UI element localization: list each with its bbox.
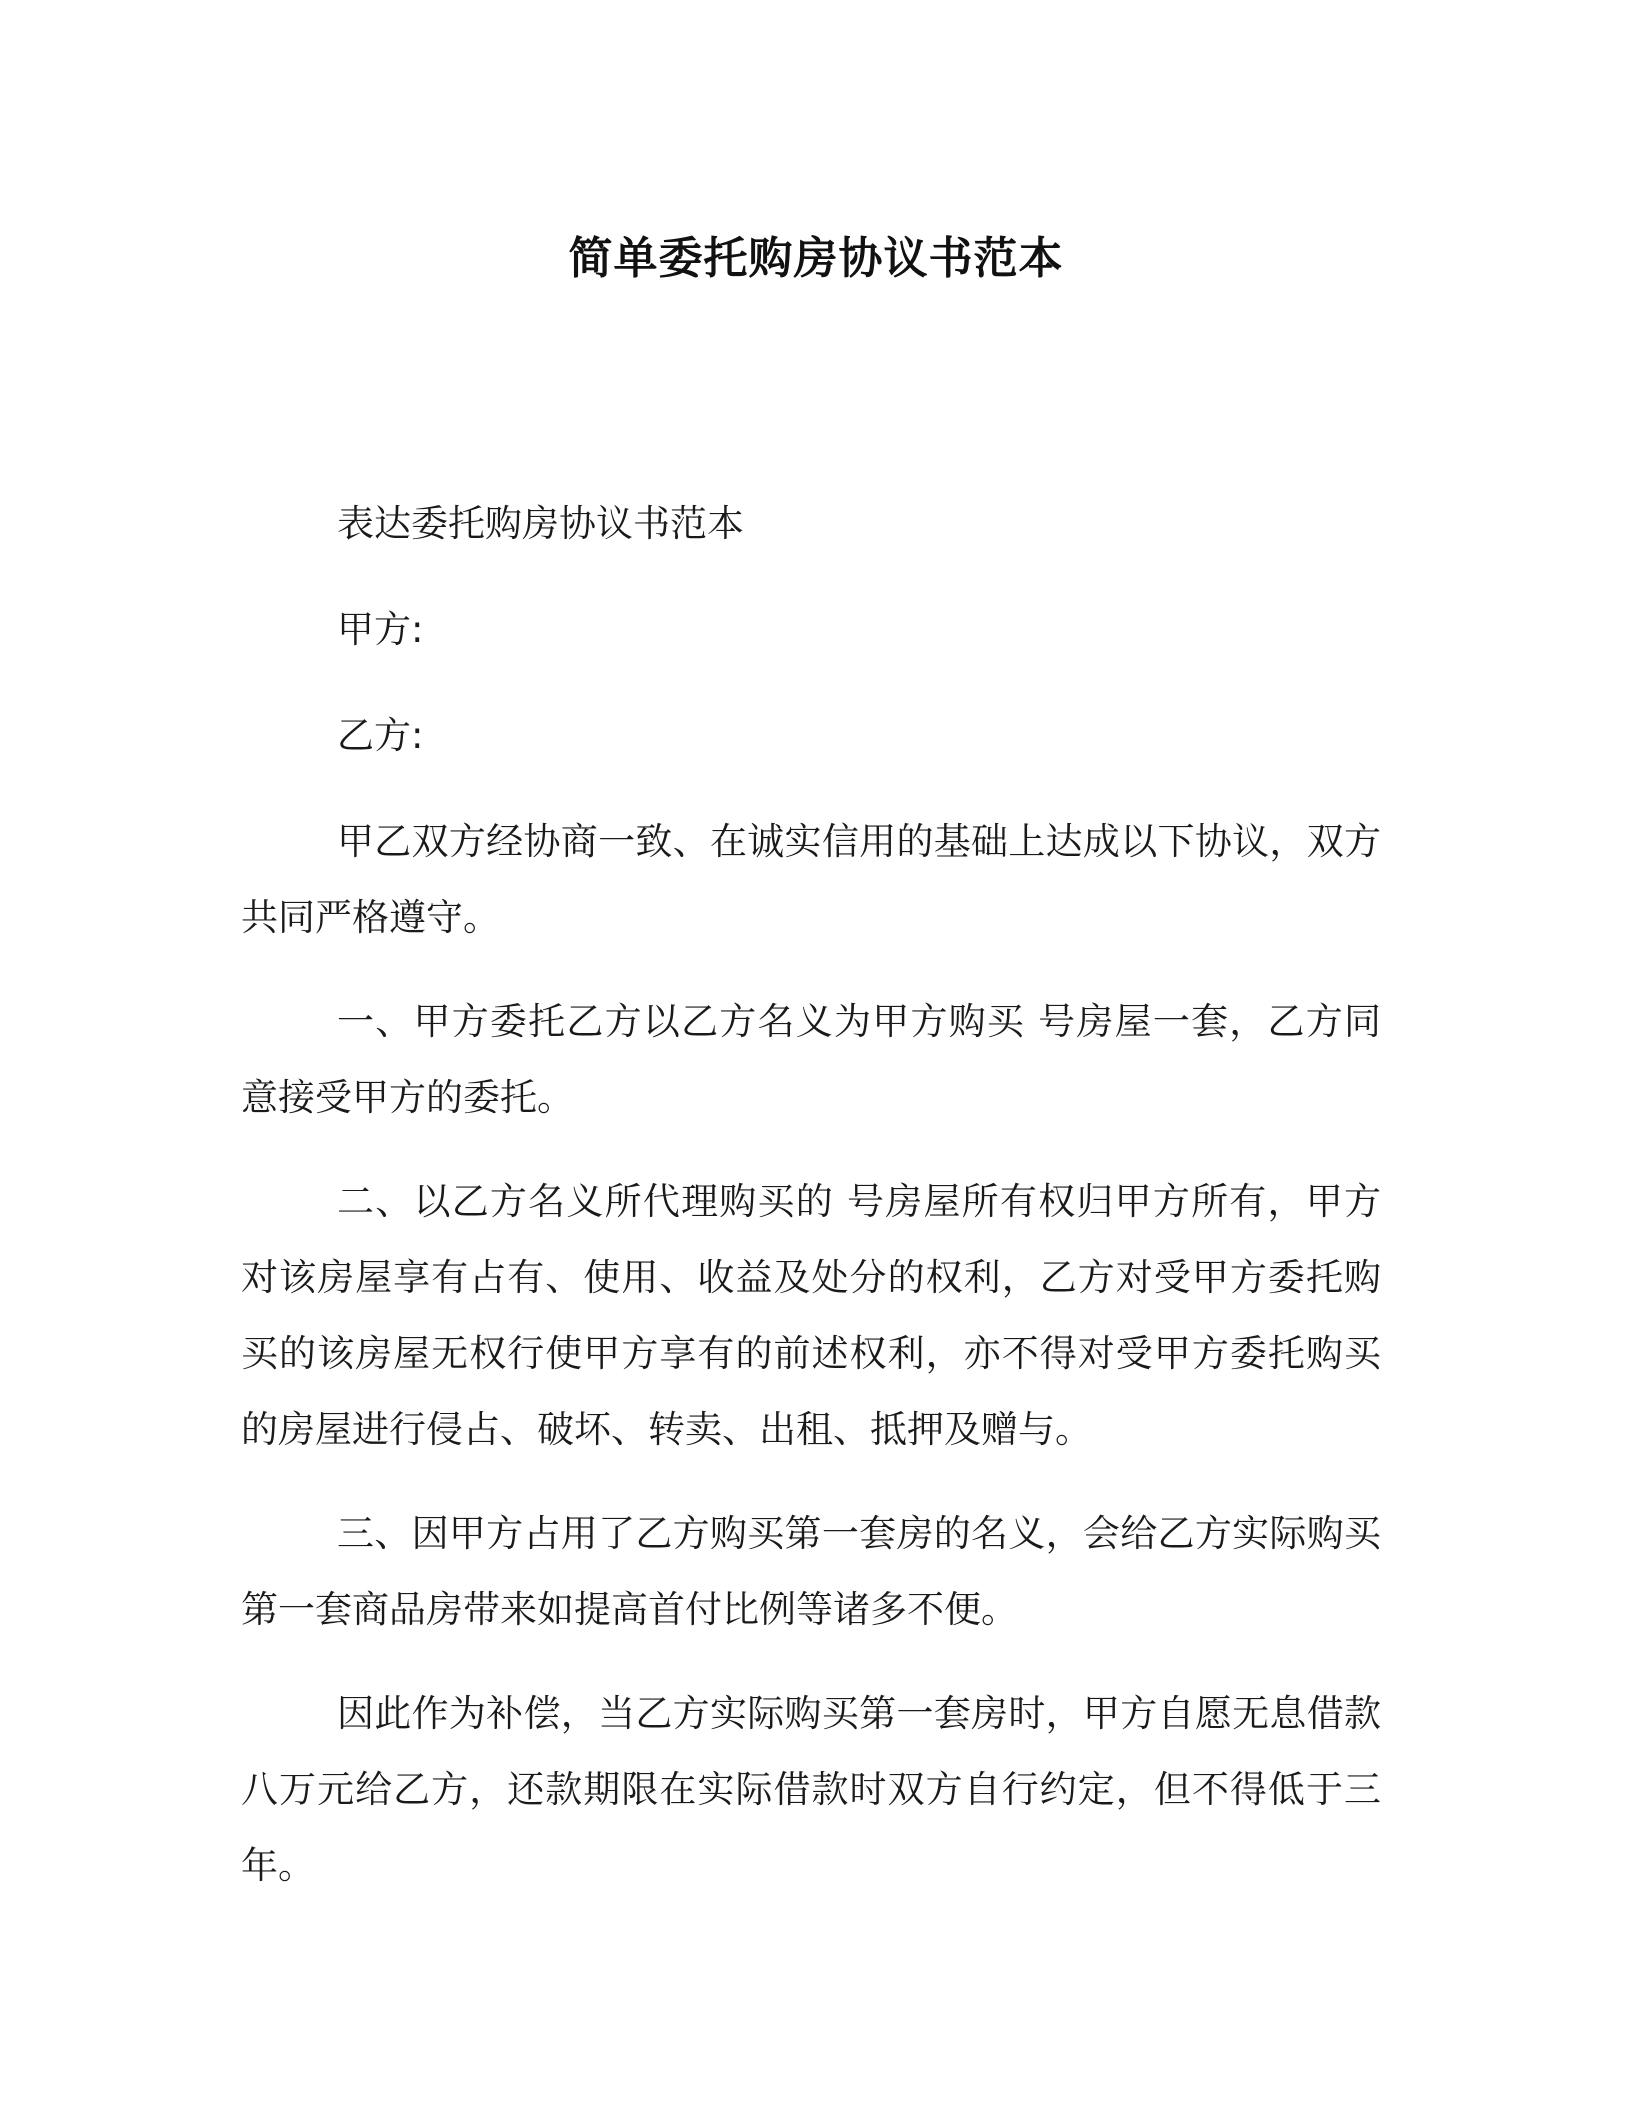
preamble-paragraph: 甲乙双方经协商一致、在诚实信用的基础上达成以下协议，双方共同严格遵守。 xyxy=(241,820,1381,939)
subtitle-paragraph: 表达委托购房协议书范本 xyxy=(337,502,744,545)
clause-3-paragraph: 三、因甲方占用了乙方购买第一套房的名义，会给乙方实际购买第一套商品房带来如提高首付比例等诸多不便。 xyxy=(241,1512,1381,1631)
clause-2-paragraph: 二、以乙方名义所代理购买的 号房屋所有权归甲方所有，甲方对该房屋享有占有、使用、收益及处分的权利，乙方对受甲方委托购买的该房屋无权行使甲方享有的前述权利，亦不得对受甲方委托购买的房屋进行侵占、破坏、转卖、出租、抵押及赠与。 xyxy=(241,1180,1381,1451)
party-a-label: 甲方: xyxy=(337,608,424,651)
party-b-label: 乙方: xyxy=(337,714,424,757)
document-title: 简单委托购房协议书范本 xyxy=(568,233,1064,284)
clause-1-paragraph: 一、甲方委托乙方以乙方名义为甲方购买 号房屋一套，乙方同意接受甲方的委托。 xyxy=(241,1000,1381,1119)
document-body xyxy=(241,486,1381,1932)
compensation-paragraph: 因此作为补偿，当乙方实际购买第一套房时，甲方自愿无息借款八万元给乙方，还款期限在实际借款时双方自行约定，但不得低于三年。 xyxy=(241,1692,1381,1887)
